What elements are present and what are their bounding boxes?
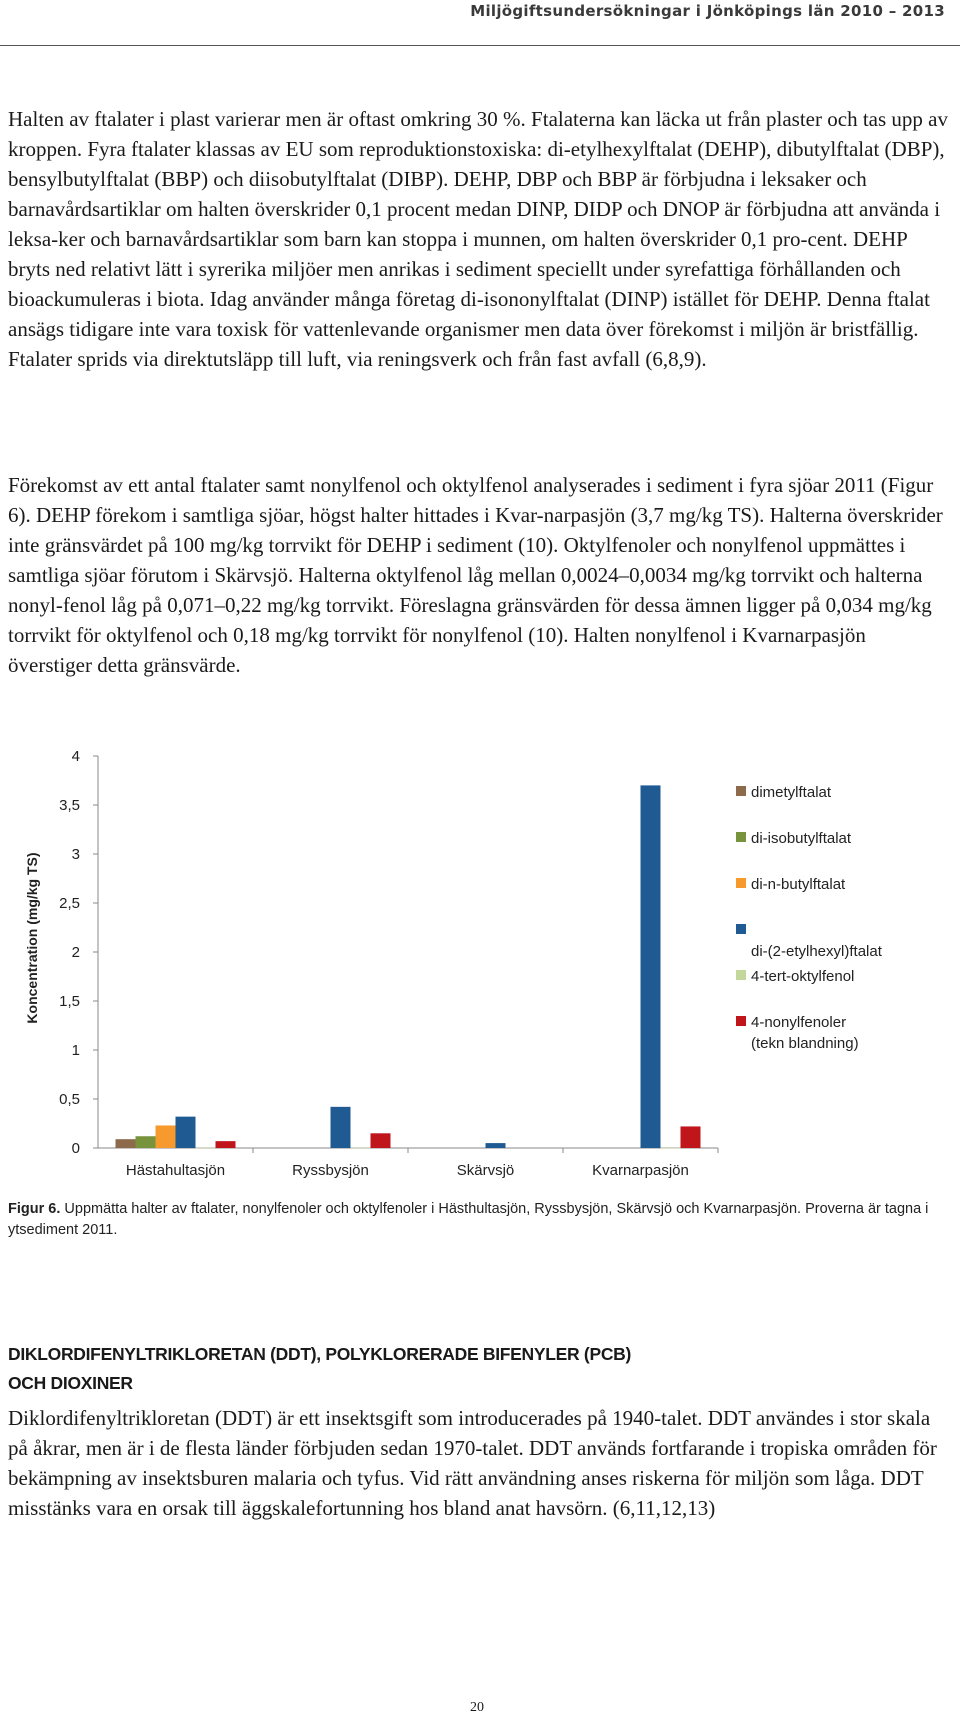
page-header xyxy=(0,0,960,46)
bar-2-0 xyxy=(156,1125,176,1148)
paragraph-forekomst: Förekomst av ett antal ftalater samt nonylfenol och oktylfenol analyserades i sediment i fyra sjöar 2011 (Figur 6). DEHP förekom i samtliga sjöar, högst halter hittades i Kvar-narpasjön (3,7 mg/kg TS). Halterna överskrider inte gränsvärdet på 100 mg/kg torrvikt för DEHP i sediment (10). Oktylfenoler och nonylfenol uppmättes i samtliga sjöar förutom i Skärvsjö. Halterna oktylfenol låg mellan 0,0024–0,0034 mg/kg torrvikt och halterna nonyl-fenol låg på 0,071–0,22 mg/kg torrvikt. Föreslagna gränsvärden för dessa ämnen ligger på 0,034 mg/kg torrvikt för oktylfenol och 0,18 mg/kg torrvikt för nonylfenol (10). Halten nonylfenol i Kvarnarpasjön överstiger detta gränsvärde. xyxy=(8,473,943,677)
bar-chart xyxy=(0,745,960,1190)
section-heading xyxy=(8,1340,952,1398)
figure-caption-label: Figur 6. xyxy=(8,1201,61,1217)
legend-swatch-3 xyxy=(736,924,746,934)
bar-5-1 xyxy=(371,1133,391,1148)
bar-4-3 xyxy=(661,1148,681,1149)
page-number: 20 xyxy=(470,1700,484,1715)
y-tick-label: 3,5 xyxy=(59,797,80,814)
x-tick-label: Skärvsjö xyxy=(456,1162,515,1179)
legend-label-2: di-n-butylftalat xyxy=(751,876,846,893)
figure-caption-text: Uppmätta halter av ftalater, nonylfenoler och oktylfenoler i Hästhultasjön, Ryssbysjön, Skärvsjö och Kvarnarpasjön. Proverna är tagna i ytsediment 2011. xyxy=(8,1201,929,1238)
section-heading-line-1: DIKLORDIFENYLTRIKLORETAN (DDT), POLYKLORERADE BIFENYLER (PCB) xyxy=(8,1344,632,1364)
legend-label-line: (tekn blandning) xyxy=(751,1035,859,1052)
x-tick-label: Ryssbysjön xyxy=(292,1162,369,1179)
header-title: Miljögiftsundersökningar i Jönköpings län 2010 – 2013 xyxy=(470,2,945,20)
y-tick-label: 2,5 xyxy=(59,895,80,912)
legend-swatch-2 xyxy=(736,878,746,888)
legend-swatch-0 xyxy=(736,786,746,796)
legend-label-0: dimetylftalat xyxy=(751,784,832,801)
y-tick-label: 1 xyxy=(71,1042,80,1059)
section-heading-line-2: OCH DIOXINER xyxy=(8,1373,133,1393)
y-tick-label: 0,5 xyxy=(59,1091,80,1108)
legend-swatch-4 xyxy=(736,970,746,980)
legend-label-5 xyxy=(751,1014,859,1052)
y-tick-label: 2 xyxy=(71,944,80,961)
y-tick-label: 4 xyxy=(71,748,80,765)
bar-5-0 xyxy=(216,1141,236,1148)
bar-3-3 xyxy=(641,785,661,1148)
bar-0-0 xyxy=(116,1139,136,1148)
x-tick-label: Kvarnarpasjön xyxy=(592,1162,689,1179)
y-tick-label: 3 xyxy=(71,846,80,863)
paragraph-ddt: Diklordifenyltrikloretan (DDT) är ett insektsgift som introducerades på 1940-talet. DDT användes i stor skala på åkrar, men är i de flesta länder förbjuden sedan 1970-talet. DDT används fortfarande i tropiska områden för bekämpning av insektsburen malaria och tyfus. Vid rätt användning anses riskerna för miljön som låga. DDT misstänks vara en orsak till äggskalefortunning hos bland anat havsörn. (6,11,12,13) xyxy=(8,1406,937,1520)
bar-3-1 xyxy=(331,1107,351,1148)
bar-4-0 xyxy=(196,1148,216,1149)
bar-3-0 xyxy=(176,1117,196,1148)
legend-label-line: di-(2-etylhexyl)ftalat xyxy=(751,943,882,960)
y-tick-label: 0 xyxy=(71,1140,80,1157)
legend-swatch-5 xyxy=(736,1016,746,1026)
legend-label-1: di-isobutylftalat xyxy=(751,830,852,847)
y-tick-label: 1,5 xyxy=(59,993,80,1010)
legend-label-line: 4-nonylfenoler xyxy=(751,1014,847,1031)
legend-label-4: 4-tert-oktylfenol xyxy=(751,968,855,985)
bar-5-3 xyxy=(681,1126,701,1148)
legend-swatch-1 xyxy=(736,832,746,842)
figure-caption xyxy=(8,1199,952,1241)
paragraph-ftalater: Halten av ftalater i plast varierar men är oftast omkring 30 %. Ftalaterna kan läcka ut från plaster och tas upp av kroppen. Fyra ftalater klassas av EU som reproduktionstoxiska: di-etylhexylftalat (DEHP), dibutylftalat (DBP), bensylbutylftalat (BBP) och diisobutylftalat (DIBP). DEHP, DBP och BBP är förbjudna i leksaker och barnavårdsartiklar om halten överskrider 0,1 procent medan DINP, DIDP och DNOP är förbjudna att använda i leksa-ker och barnavårdsartiklar som barn kan stoppa i munnen, om halten överskrider 0,1 pro-cent. DEHP bryts ned relativt lätt i syrerika miljöer men anrikas i sediment speciellt under syrefattiga förhållanden och bioackumuleras i biota. Idag använder många företag di-isononylftalat (DINP) istället för DEHP. Denna ftalat ansägs tidigare inte vara toxisk för vattenlevande organismer men data över förekomst i miljön är bristfällig. Ftalater sprids via direktutsläpp till luft, via reningsverk och från fast avfall (6,8,9). xyxy=(8,107,948,371)
bar-3-2 xyxy=(486,1143,506,1148)
y-axis-label: Koncentration (mg/kg TS) xyxy=(24,852,40,1024)
bar-1-0 xyxy=(136,1136,156,1148)
legend-label-3 xyxy=(751,943,883,960)
bar-4-1 xyxy=(351,1148,371,1149)
header-divider xyxy=(0,45,960,46)
x-tick-label: Hästahultasjön xyxy=(125,1162,226,1179)
